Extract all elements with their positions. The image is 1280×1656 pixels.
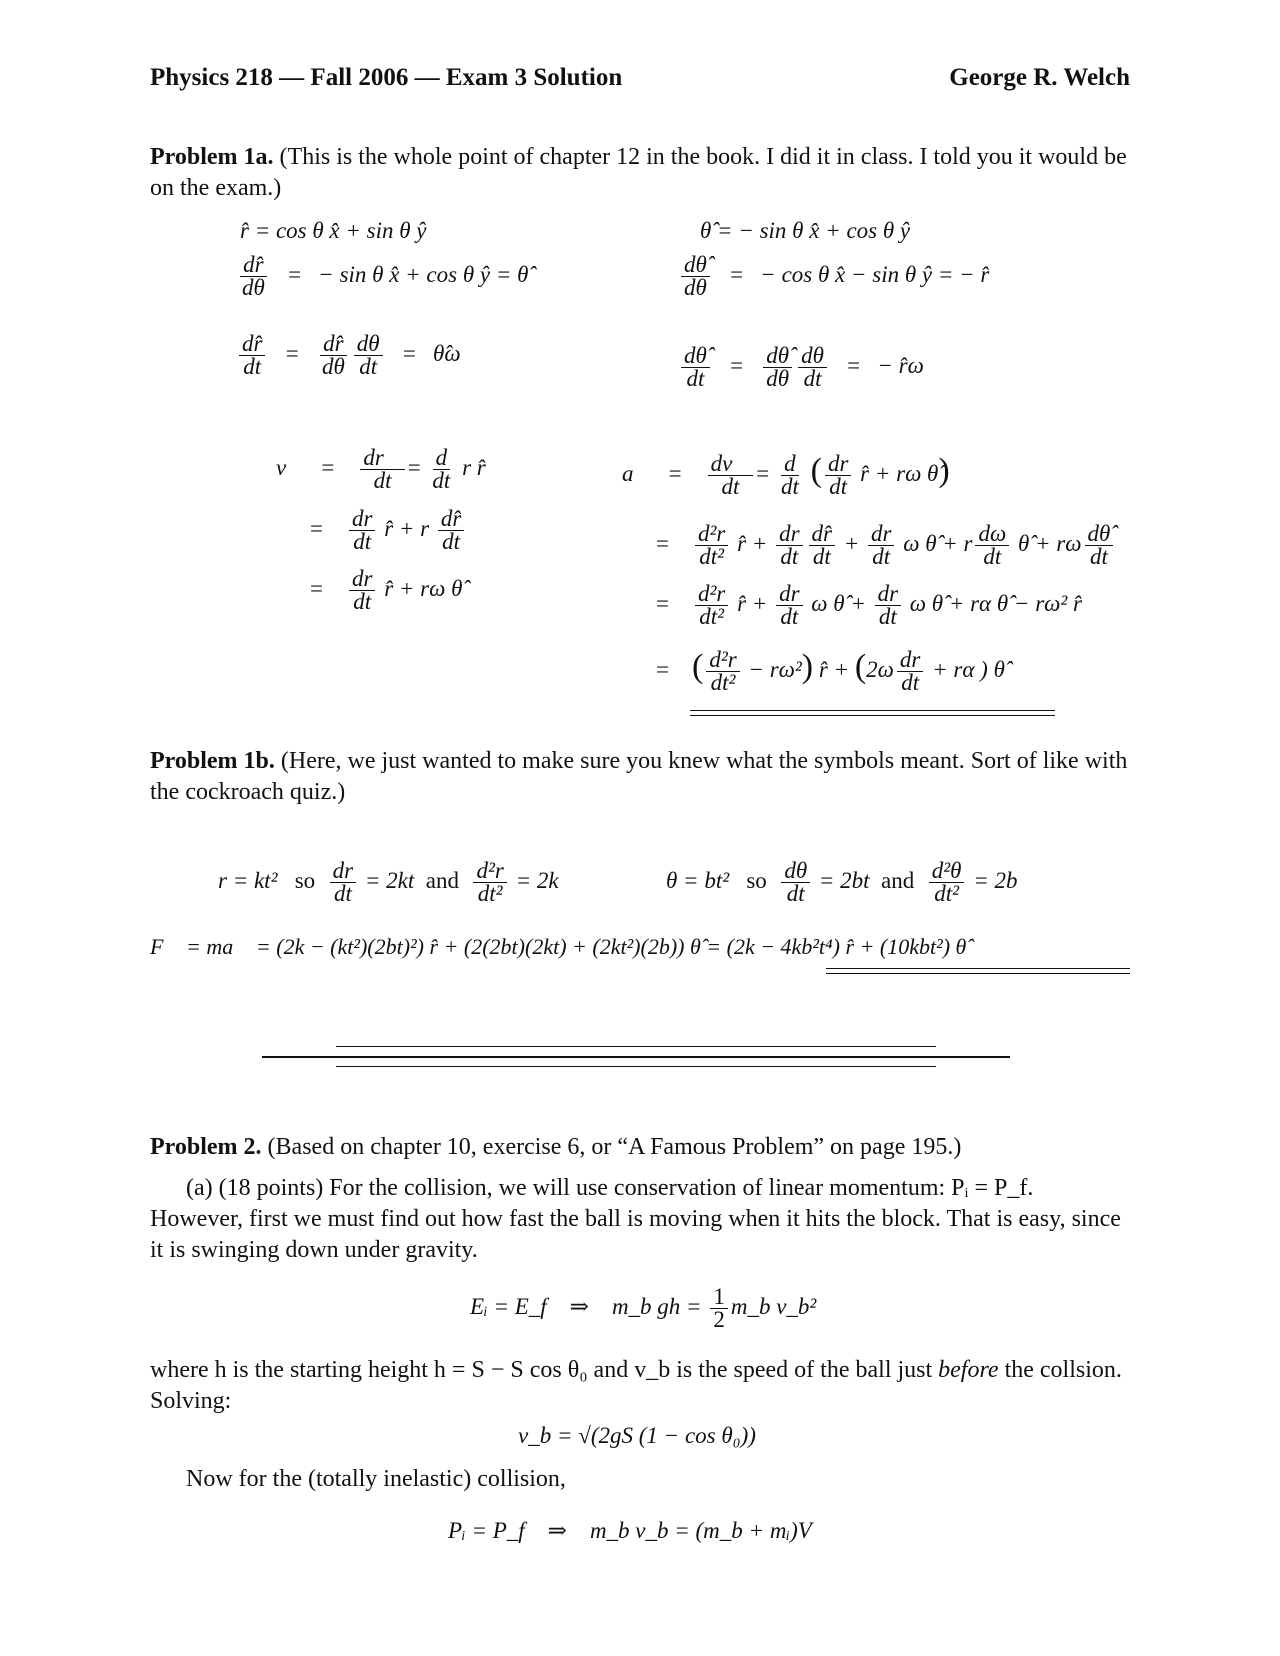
v-line-3-tail: r̂ + rω θ̂ bbox=[384, 575, 463, 601]
a-line-3-tail: ω θ̂ + rα θ̂ − rω² r̂ bbox=[909, 590, 1082, 616]
eq-dtheta-dtheta-rhs: − cos θ x̂ − sin θ ŷ = − r̂ bbox=[760, 261, 990, 287]
v-line-2: r̂ + r bbox=[384, 515, 430, 541]
eq-v-line-1: v⃗ = $\frac{dr⃗}{dt}$ = $\frac{d}{dt}$ r r̂ bbox=[276, 445, 486, 493]
header-right: George R. Welch bbox=[949, 64, 1130, 91]
problem-1a-body: (This is the whole point of chapter 12 in the book. I did it in class. I told you it would be on the exam.) bbox=[150, 144, 1127, 201]
problem-1a-text bbox=[150, 142, 1130, 204]
a-line-4-tail: + rα ) θ̂ bbox=[932, 657, 1005, 682]
separator-rule-upper bbox=[336, 1046, 936, 1047]
and-text-1: and bbox=[425, 867, 459, 893]
eq-a-line-2: = $\frac{\text{d²r}}{\text{dt²}}$ r̂ + $\frac{dr}{dt}$ $\frac{dr̂}{dt}$ + $\frac{dr}{dt}$ ω θ̂ + r $\frac{d\omega}{dt}$ θ̂ + rω $\frac{d\thetâ}{dt}$ bbox=[656, 523, 1116, 568]
answer-underline-1a bbox=[690, 710, 1055, 716]
header-left: Physics 218 — Fall 2006 — Exam 3 Solution bbox=[150, 64, 623, 91]
eq-d2r: = 2k bbox=[515, 867, 559, 893]
eq-dr-dtheta: $\frac{dr̂}{d\theta}$ = − sin θ x̂ + cos θ ŷ = θ̂ bbox=[242, 252, 529, 300]
so-text-1: so bbox=[294, 867, 316, 893]
eq-v-line-3: = $\frac{dr}{dt}$ r̂ + rω θ̂ bbox=[310, 566, 463, 614]
problem-2-where bbox=[150, 1355, 1130, 1417]
eq-dtheta-dtheta: $\frac{d\thetâ}{d\theta}$ = − cos θ x̂ − sin θ ŷ = − r̂ bbox=[678, 254, 989, 299]
energy-left: Eᵢ = E_f bbox=[470, 1293, 547, 1319]
eq-r: r = kt² bbox=[218, 867, 278, 893]
momentum-right: m_b v_b = (m_b + mᵢ)V bbox=[589, 1518, 812, 1543]
momentum-left: Pᵢ = P_f bbox=[448, 1518, 525, 1543]
energy-tail: m_b v_b² bbox=[730, 1293, 817, 1319]
separator-rule-top bbox=[262, 1056, 1010, 1058]
answer-underline-1b bbox=[826, 968, 1130, 974]
where-text-before: before bbox=[938, 1357, 999, 1383]
separator-rule-lower bbox=[336, 1066, 936, 1067]
eq-momentum: Pᵢ = P_f ⇒ m_b v_b = (m_b + mᵢ)V bbox=[448, 1518, 812, 1543]
problem-2-intro-text: (Based on chapter 10, exercise 6, or “A Famous Problem” on page 195.) bbox=[267, 1134, 962, 1160]
eq-1b-r: r = kt² so $\frac{dr}{dt}$ = 2kt and $\frac{\text{d²r}}{\text{dt²}}$ = 2k bbox=[218, 858, 559, 906]
v-line-1-tail: r r̂ bbox=[462, 454, 486, 480]
problem-2-intro bbox=[150, 1132, 1130, 1163]
problem-2-part-a: (a) (18 points) For the collision, we will use conservation of linear momentum: Pᵢ = P_f. However, first we must find out how fast the ball is moving when it hits the block. That is easy, since it is swinging down under gravity. bbox=[150, 1175, 1121, 1263]
problem-1b-label: Problem 1b. bbox=[150, 748, 275, 774]
energy-right: m_b gh = bbox=[611, 1293, 702, 1319]
eq-dr: = 2kt bbox=[364, 867, 415, 893]
and-text-2: and bbox=[881, 867, 915, 893]
eq-a-line-1: a⃗ = $\frac{dv⃗}{dt}$ = $\frac{d}{dt}$ ( $\frac{dr}{dt}$ r̂ + rω θ̂) bbox=[622, 451, 950, 500]
eq-energy: Eᵢ = E_f ⇒ m_b gh = $\frac{1}{2}$ m_b v_b² bbox=[470, 1284, 817, 1332]
where-text-2: the collsion. Solving: bbox=[150, 1357, 1122, 1414]
problem-2-label: Problem 2. bbox=[150, 1134, 262, 1160]
eq-dtheta-dt: $\frac{d\thetâ}{dt}$ = $\frac{d\thetâ}{d\theta}$ $\frac{d\theta}{dt}$ = − r̂ω bbox=[678, 345, 924, 390]
eq-dr-dt: $\frac{dr̂}{dt}$ = $\frac{dr̂}{d\theta}$ $\frac{d\theta}{dt}$ = θ̂ω bbox=[236, 333, 461, 378]
eq-d2theta: = 2b bbox=[973, 867, 1018, 893]
eq-dr-dt-rhs: θ̂ω bbox=[433, 340, 461, 366]
eq-dtheta-dt-rhs: − r̂ω bbox=[877, 352, 924, 378]
problem-1b-text bbox=[150, 746, 1130, 808]
eq-a-line-3: = $\frac{\text{d²r}}{\text{dt²}}$ r̂ + $\frac{dr}{dt}$ ω θ̂ + $\frac{dr}{dt}$ ω θ̂ + rα θ̂ − rω² r̂ bbox=[656, 581, 1082, 629]
eq-theta-hat: θ̂ = − sin θ x̂ + cos θ ŷ bbox=[700, 218, 911, 243]
eq-force bbox=[150, 934, 966, 960]
eq-dr-dtheta-rhs: − sin θ x̂ + cos θ ŷ = θ̂ bbox=[318, 261, 529, 287]
eq-r-hat: r̂ = cos θ x̂ + sin θ ŷ bbox=[240, 218, 427, 243]
problem-1b-body: (Here, we just wanted to make sure you knew what the symbols meant. Sort of like with the cockroach quiz.) bbox=[150, 748, 1128, 805]
eq-a-line-4: = ( $\frac{\text{d²r}}{\text{dt²}}$ − rω²) r̂ + (2ω $\frac{dr}{dt}$ + rα ) θ̂ bbox=[656, 647, 1005, 696]
problem-1a-label: Problem 1a. bbox=[150, 144, 274, 170]
a-line-2-tail: r̂ + bbox=[737, 530, 768, 556]
eq-dtheta: = 2bt bbox=[818, 867, 870, 893]
where-text-1: where h is the starting height h = S − S cos θ₀ and v_b is the speed of the ball just bbox=[150, 1357, 933, 1383]
eq-1b-theta: θ = bt² so $\frac{d\theta}{dt}$ = 2bt and $\frac{\text{d²θ}}{\text{dt²}}$ = 2b bbox=[666, 858, 1018, 906]
force-rhs: (2k − 4kb²t⁴) r̂ + (10kbt²) θ̂ bbox=[726, 934, 967, 959]
so-text-2: so bbox=[746, 867, 767, 893]
eq-vb: v_b = √(2gS (1 − cos θ₀)) bbox=[518, 1423, 756, 1448]
a-line-1-tail: r̂ + rω θ̂ bbox=[860, 461, 939, 486]
eq-theta: θ = bt² bbox=[666, 867, 730, 893]
eq-v-line-2: = $\frac{dr}{dt}$ r̂ + r $\frac{dr̂}{dt}$ bbox=[310, 508, 467, 553]
problem-2-now: Now for the (totally inelastic) collision, bbox=[186, 1466, 566, 1492]
force-lhs: F⃗ = ma⃗ = (2k − (kt²)(2bt)²) r̂ + (2(2bt)(2kt) + (2kt²)(2b)) θ̂ = bbox=[150, 934, 722, 959]
